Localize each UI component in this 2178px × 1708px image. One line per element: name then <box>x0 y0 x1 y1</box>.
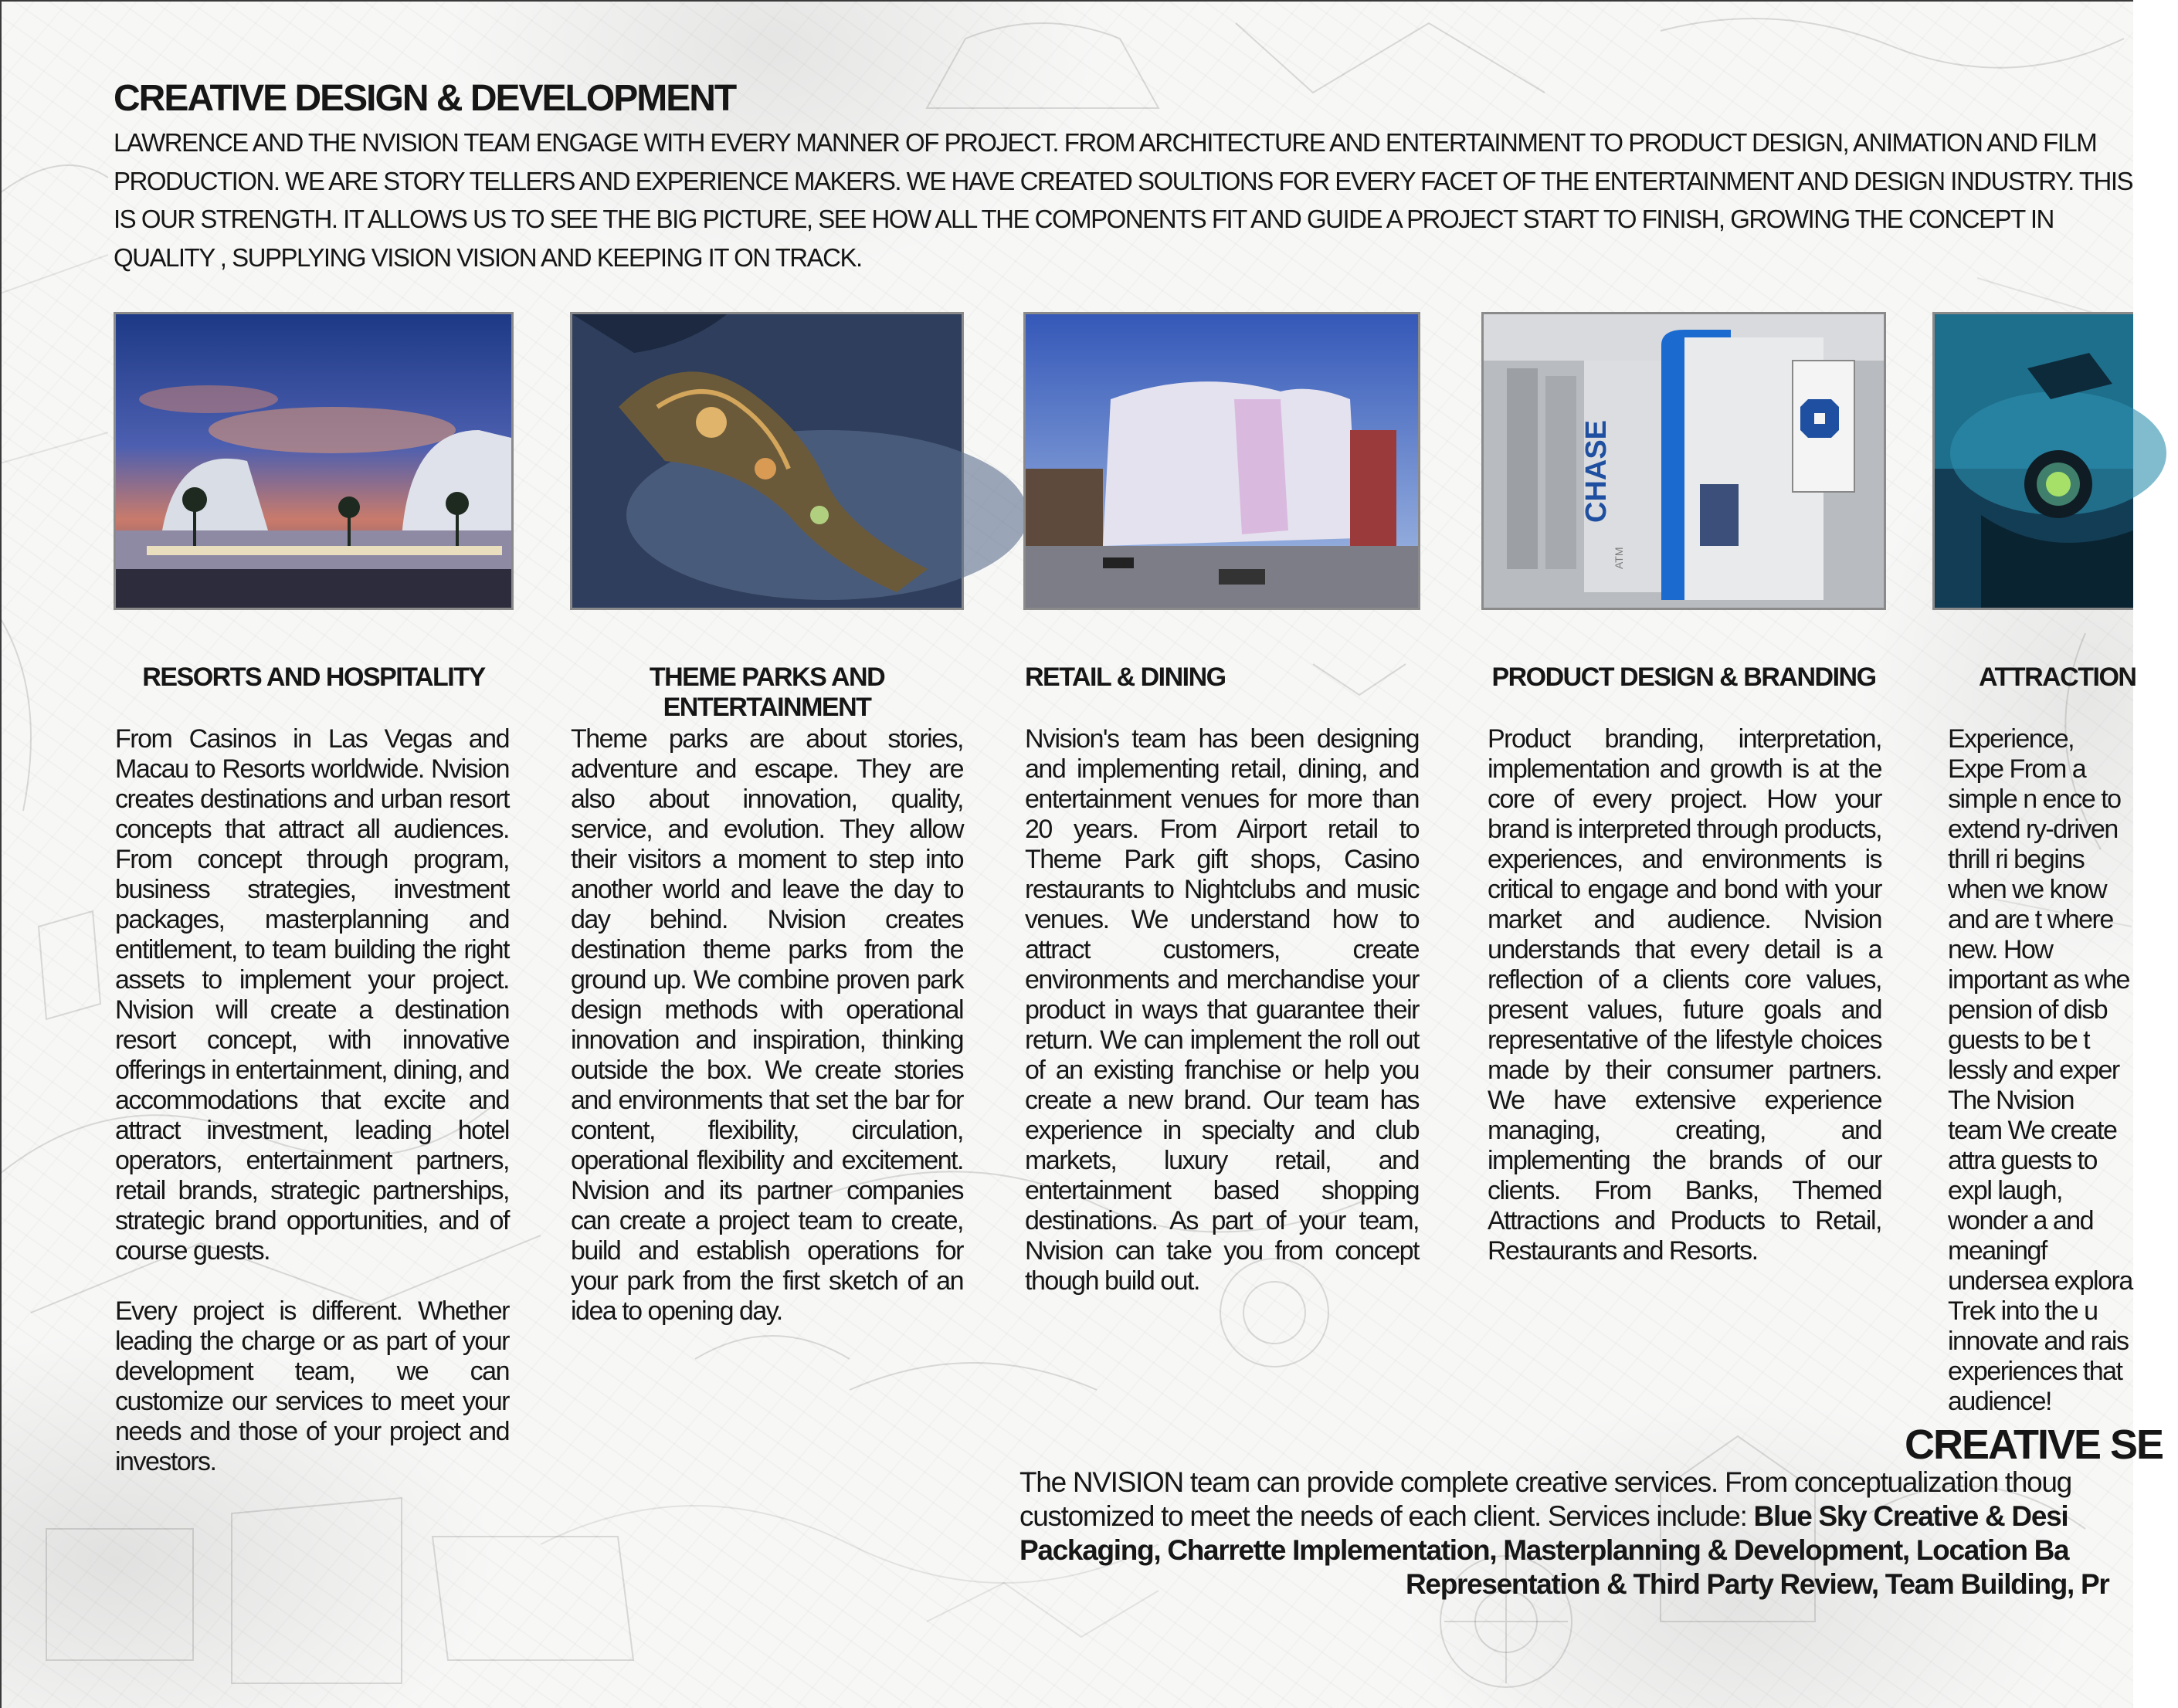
attraction-illustration <box>1935 314 2133 608</box>
page-top-edge <box>0 0 2133 2</box>
column-body-retail <box>1025 724 1419 1327</box>
intro-paragraph: LAWRENCE AND THE NVISION TEAM ENGAGE WITH EVERY MANNER OF PROJECT. FROM ARCHITECTURE AND ENTERTAINMENT TO PRODUCT DESIGN, ANIMATION AND FILM PRODUCTION. WE ARE STORY TELLERS AND EXPERIENCE MAKERS. WE HAVE CREATED SOULTIONS FOR EVERY FACET OF THE ENTERTAINMENT AND DESIGN INDUSTRY. THIS IS OUR STRENGTH. IT ALLOWS US TO SEE THE BIG PICTURE, SEE HOW ALL THE COMPONENTS FIT AND GUIDE A PROJECT START TO FINISH, GROWING THE CONCEPT IN QUALITY , SUPPLYING VISION VISION AND KEEPING IT ON TRACK. <box>114 128 2133 272</box>
resort-illustration <box>116 314 511 608</box>
theme-park-photo <box>570 312 964 610</box>
column-paragraph: Every project is different. Whether leading the charge or as part of your development team, we can customize our services to meet your needs and those of your project and investors. <box>115 1296 509 1476</box>
column-body-theme-parks <box>571 724 963 1357</box>
resort-photo <box>114 312 514 610</box>
services-line-3 <box>1019 1533 2178 1567</box>
column-body-resorts <box>115 724 509 1507</box>
column-paragraph: Nvision's team has been designing and implementing retail, dining, and entertainment venues for more than 20 years. From Airport retail to Theme Park gift shops, Casino restaurants to Nightclubs and music venues. We understand how to attract customers, create environments and merchandise your product in ways that guarantee their return. We can implement the roll out of an existing franchise or help you create a new brand. Our team has experience in specialty and club markets, luxury retail, and entertainment based shopping destinations. As part of your team, Nvision can take you from concept though build out. <box>1025 724 1419 1296</box>
page-left-edge <box>0 0 2 1708</box>
services-line-4 <box>1019 1567 2178 1601</box>
services-line-2-bold: Blue Sky Creative & Desi <box>1753 1500 2068 1532</box>
column-paragraph: From Casinos in Las Vegas and Macau to Resorts worldwide. Nvision creates destinations and urban resort concepts that attract all audiences. From concept through program, business strategies, investment packages, masterplanning and entitlement, to team building the right assets to implement your project. Nvision will create a destination resort concept, with innovative offerings in entertainment, dining, and accommodations that excite and attract investment, leading hotel operators, entertainment partners, retail brands, strategic partnerships, strategic brand opportunities, and of course guests. <box>115 724 509 1266</box>
column-body-product-design <box>1488 724 1881 1296</box>
services-text <box>1019 1466 2178 1601</box>
attraction-photo <box>1932 312 2133 610</box>
column-paragraph: Theme parks are about stories, adventure and escape. They are also about innovation, quality, service, and evolution. They allow their visitors a moment to step into another world and leave the day to day behind. Nvision creates destination theme parks from the ground up. We combine proven park design methods with operational innovation and inspiration, thinking outside the box. We create stories and environments that set the bar for content, flexibility, circulation, operational flexibility and excitement. Nvision and its partner companies can create a project team to create, build and establish operations for your park from the first sketch of an idea to opening day. <box>571 724 963 1326</box>
column-title-resorts: RESORTS AND HOSPITALITY <box>142 663 485 692</box>
theme-park-illustration <box>572 314 962 608</box>
services-line-2-plain: customized to meet the needs of each client. Services include: <box>1019 1500 1754 1532</box>
chase-atm-illustration <box>1484 314 1884 608</box>
services-line-4-bold: Representation & Third Party Review, Team Building, Pr <box>1406 1568 2109 1600</box>
services-line-2 <box>1019 1500 2178 1533</box>
page-title: CREATIVE DESIGN & DEVELOPMENT <box>114 78 736 119</box>
column-paragraph: Experience, Expe From a simple n ence to extend ry-driven thrill ri begins when we know and are t where new. How important as whe pension of disb guests to be t lessly and exper The Nvision team We create attra guests to expl laugh, wonder a and meaningf undersea explora Trek into the u innovate and rais experiences that audience! <box>1948 724 2132 1416</box>
retail-illustration <box>1026 314 1418 608</box>
column-paragraph: Product branding, interpretation, implementation and growth is at the core of every project. How your brand is interpreted through products, experiences, and environments is critical to engage and bond with your market and audience. Nvision understands that every detail is a reflection of a clients core values, present values, future goals and representative of the lifestyle choices made by their consumer partners. We have extensive experience managing, creating, and implementing the brands of our clients. From Banks, Themed Attractions and Products to Retail, Restaurants and Resorts. <box>1488 724 1882 1266</box>
retail-photo <box>1023 312 1420 610</box>
services-title: CREATIVE SE <box>1905 1422 2163 1468</box>
column-title-theme-parks: THEME PARKS AND ENTERTAINMENT <box>649 663 885 722</box>
product-branding-photo <box>1481 312 1886 610</box>
services-line-1: The NVISION team can provide complete creative services. From conceptualization thoug <box>1019 1466 2071 1498</box>
column-title-product-design: PRODUCT DESIGN & BRANDING <box>1491 663 1876 692</box>
services-line-3-bold: Packaging, Charrette Implementation, Masterplanning & Development, Location Ba <box>1019 1534 2069 1566</box>
chase-logo-text: CHASE <box>1580 419 1613 523</box>
column-title-attraction: ATTRACTION <box>1979 663 2136 692</box>
atm-label: ATM <box>1613 547 1625 569</box>
column-body-attraction <box>1948 724 2133 1447</box>
column-title-retail: RETAIL & DINING <box>1025 663 1226 692</box>
